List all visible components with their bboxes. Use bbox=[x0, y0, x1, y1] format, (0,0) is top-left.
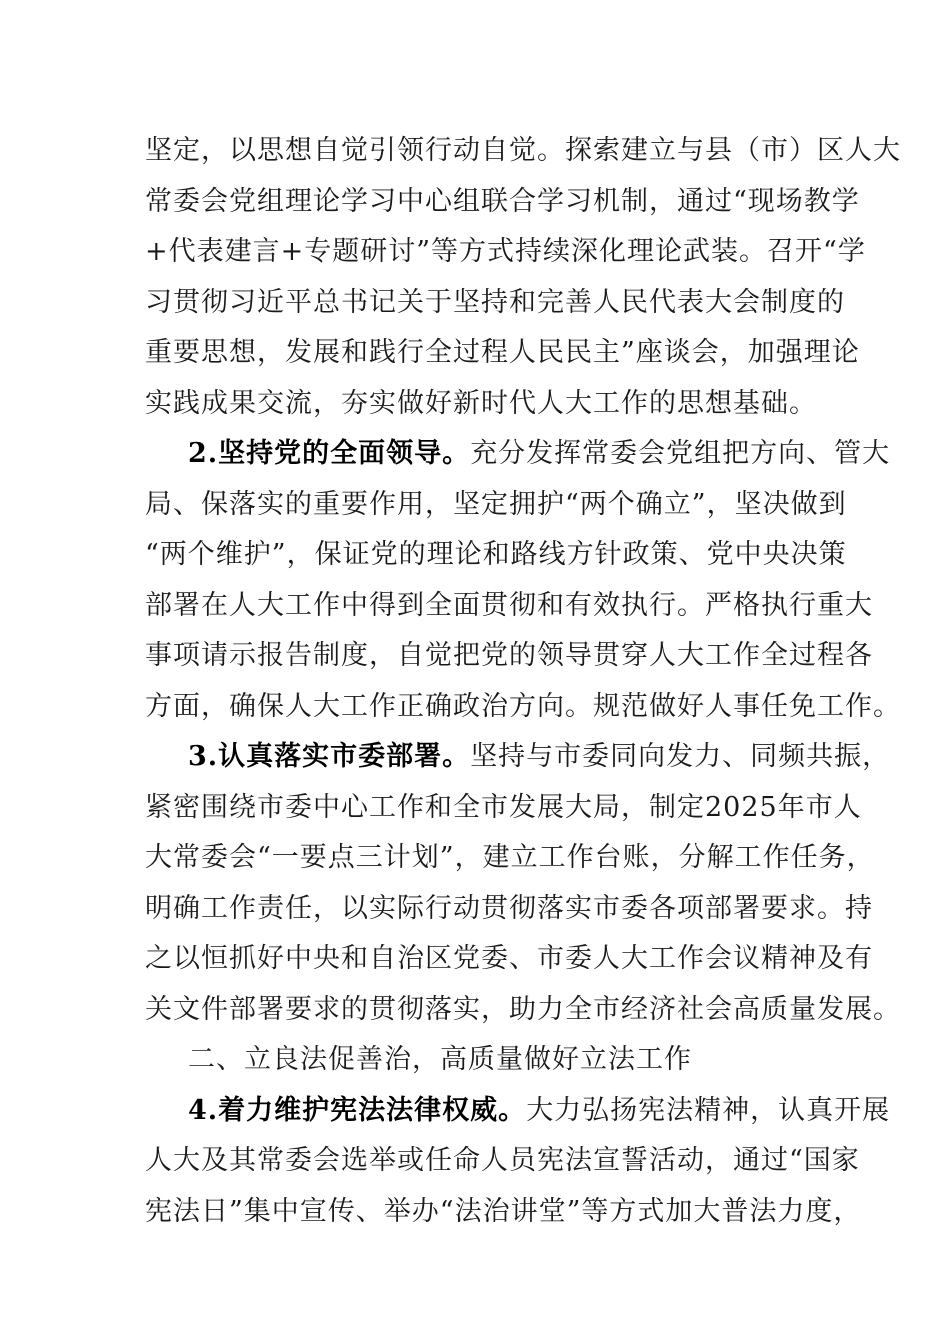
text-line: 习贯彻习近平总书记关于坚持和完善人民代表大会制度的 bbox=[145, 286, 845, 318]
item-heading: 2.坚持党的全面领导。 bbox=[188, 438, 471, 469]
text-line: 大常委会“一要点三计划”，建立工作台账，分解工作任务， bbox=[145, 842, 875, 873]
paragraph-party-leadership bbox=[145, 429, 901, 732]
text-line: 关文件部署要求的贯彻落实，助力全市经济社会高质量发展。 bbox=[145, 993, 901, 1025]
text-line: +代表建言+专题研讨”等方式持续深化理论武装。召开“学 bbox=[145, 236, 866, 267]
text-line: “两个维护”，保证党的理论和路线方针政策、党中央决策 bbox=[145, 539, 847, 570]
text-line: 事项请示报告制度，自觉把党的领导贯穿人大工作全过程各 bbox=[145, 640, 873, 671]
paragraph-first-line bbox=[145, 429, 891, 480]
text-line: 常委会党组理论学习中心组联合学习机制，通过“现场教学 bbox=[145, 185, 860, 217]
section-heading: 二、立良法促善治，高质量做好立法工作 bbox=[188, 1044, 692, 1075]
text-line: 部署在人大工作中得到全面贯彻和有效执行。严格执行重大 bbox=[145, 589, 873, 621]
text-run: 大力弘扬宪法精神，认真开展 bbox=[526, 1094, 891, 1126]
text-line: 紧密围绕市委中心工作和全市发展大局，制定2025年市人 bbox=[145, 791, 862, 823]
text-line: 明确工作责任，以实际行动贯彻落实市委各项部署要求。持 bbox=[145, 892, 873, 924]
item-heading: 3.认真落实市委部署。 bbox=[188, 741, 471, 772]
paragraph-first-line bbox=[145, 732, 891, 783]
text-line: 人大及其常委会选举或任命人员宪法宣誓活动，通过“国家 bbox=[145, 1145, 860, 1176]
text-line: 之以恒抓好中央和自治区党委、市委人大工作会议精神及有 bbox=[145, 943, 873, 974]
text-line: 方面，确保人大工作正确政治方向。规范做好人事任免工作。 bbox=[145, 690, 901, 722]
paragraph-constitution-authority bbox=[145, 1086, 891, 1238]
text-line: 重要思想，发展和践行全过程人民民主”座谈会，加强理论 bbox=[145, 337, 860, 368]
text-run: 充分发挥常委会党组把方向、管大 bbox=[470, 438, 891, 469]
paragraph-municipal-deployment bbox=[145, 732, 901, 1035]
item-heading: 4.着力维护宪法法律权威。 bbox=[188, 1094, 527, 1126]
text-line: 宪法日”集中宣传、举办“法治讲堂”等方式加大普法力度， bbox=[145, 1195, 862, 1227]
text-line: 实践成果交流，夯实做好新时代人大工作的思想基础。 bbox=[145, 387, 817, 419]
text-line: 局、保落实的重要作用，坚定拥护“两个确立”，坚决做到 bbox=[145, 488, 847, 520]
text-run: 坚持与市委同向发力、同频共振， bbox=[470, 741, 891, 772]
paragraph-first-line bbox=[145, 1086, 891, 1137]
text-line: 坚定，以思想自觉引领行动自觉。探索建立与县（市）区人大 bbox=[145, 135, 901, 166]
paragraph-theory-study bbox=[145, 126, 901, 429]
document-body bbox=[145, 126, 901, 1237]
